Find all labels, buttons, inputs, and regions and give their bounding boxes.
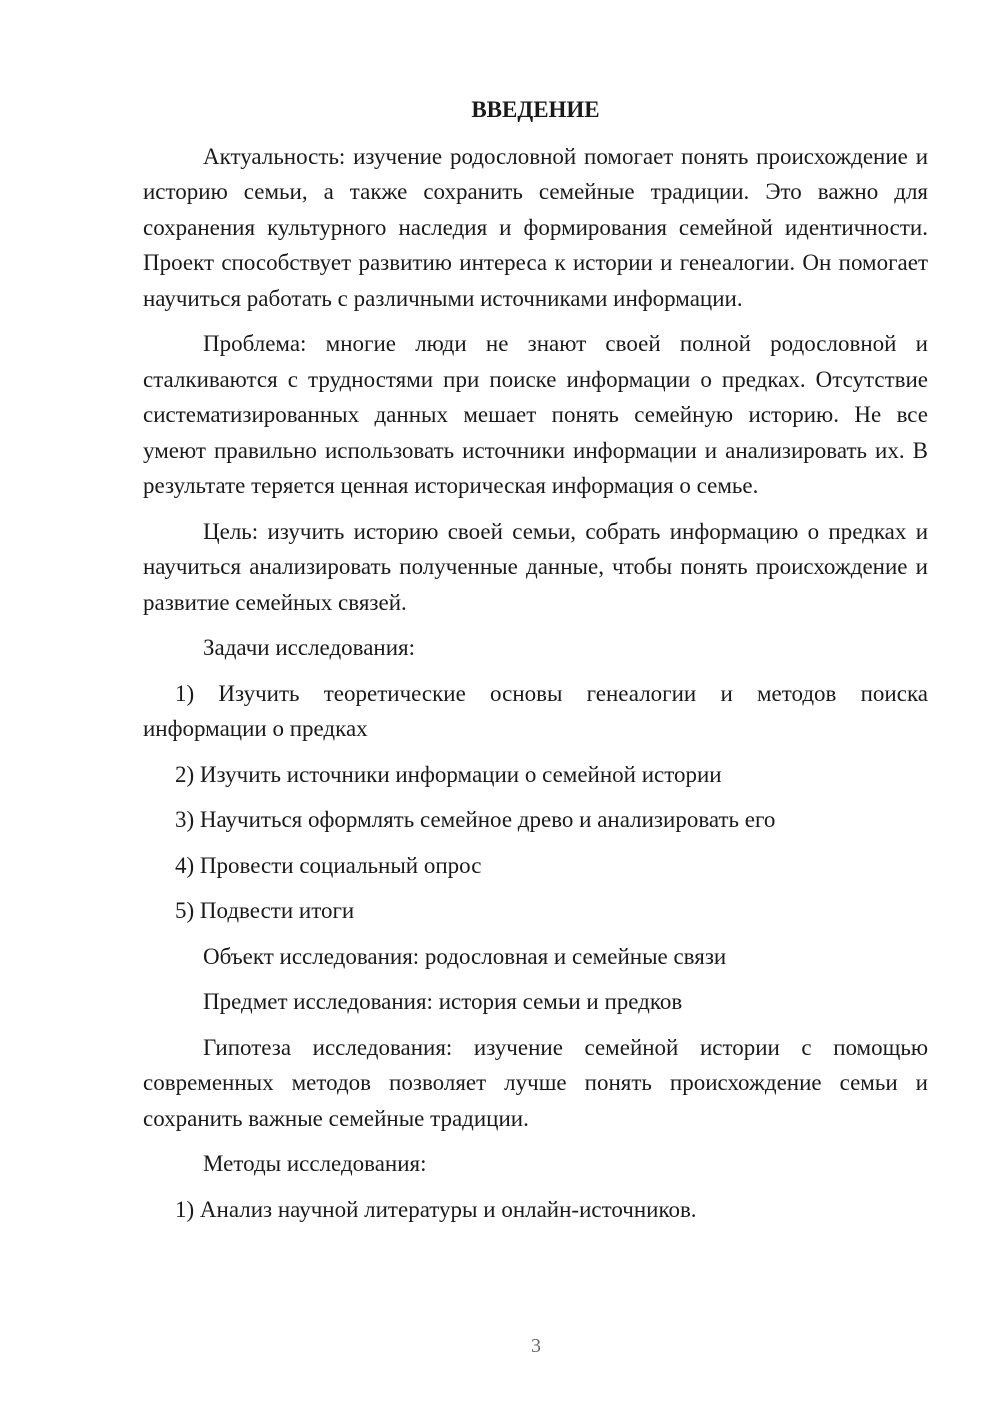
task-item: 4) Провести социальный опрос [175, 852, 482, 878]
page-content [143, 92, 928, 1237]
relevance-paragraph: Актуальность: изучение родословной помогает понять происхождение и историю семьи, а также сохранить семейные традиции. Это важно для сохранения культурного наследия и формирования семейной идентичности. Проект способствует развитию интереса к истории и генеалогии. Он помогает научиться работать с различными источниками информации. [143, 143, 928, 311]
task-item: 2) Изучить источники информации о семейной истории [175, 761, 722, 787]
method-item: 1) Анализ научной литературы и онлайн-источников. [175, 1196, 697, 1222]
subject-line: Предмет исследования: история семьи и предков [203, 989, 683, 1014]
task-item: 3) Научиться оформлять семейное древо и анализировать его [175, 807, 776, 832]
goal-paragraph: Цель: изучить историю своей семьи, собрать информацию о предках и научиться анализировать полученные данные, чтобы понять происхождение и развитие семейных связей. [143, 518, 928, 615]
object-line: Объект исследования: родословная и семейные связи [203, 943, 727, 969]
problem-paragraph: Проблема: многие люди не знают своей полной родословной и сталкиваются с трудностями при поиске информации о предках. Отсутствие систематизированных данных мешает понять семейную историю. Не все умеют правильно использовать источники информации и анализировать их. В результате теряется ценная историческая информация о семье. [143, 331, 928, 498]
task-item: 5) Подвести итоги [175, 898, 355, 923]
tasks-heading: Задачи исследования: [203, 635, 416, 660]
section-title: ВВЕДЕНИЕ [471, 97, 600, 122]
methods-heading: Методы исследования: [203, 1151, 427, 1176]
task-item: 1) Изучить теоретические основы генеалогии и методов поиска информации о предках [143, 680, 928, 741]
hypothesis-paragraph: Гипотеза исследования: изучение семейной истории с помощью современных методов позволяет лучше понять происхождение семьи и сохранить важные семейные традиции. [143, 1034, 928, 1131]
page-number: 3 [531, 1335, 541, 1357]
